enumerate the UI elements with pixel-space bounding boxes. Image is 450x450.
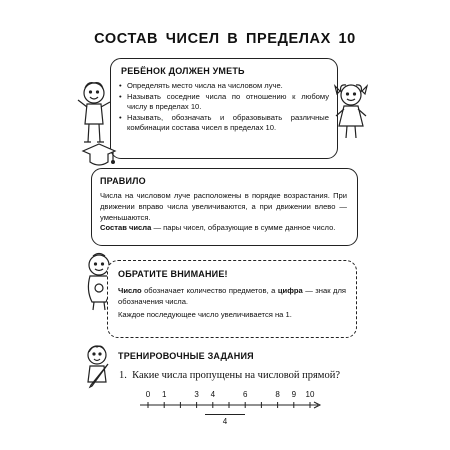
attention-text: обозначает количество предметов, а xyxy=(141,286,278,295)
number-line-label: 6 xyxy=(242,390,248,399)
rule-heading: ПРАВИЛО xyxy=(100,176,146,186)
task-number: 1. xyxy=(119,370,127,381)
attention-heading: ОБРАТИТЕ ВНИМАНИЕ! xyxy=(118,269,228,279)
skills-item: • Называть, обозначать и образовывать различные комбинации состава чисел в пределах 10. xyxy=(119,113,329,134)
skills-heading: РЕБЁНОК ДОЛЖЕН УМЕТЬ xyxy=(121,66,245,76)
skills-item: • Называть соседние числа по отношению к любому числу в пределах 10. xyxy=(119,92,329,113)
footer-divider xyxy=(205,414,245,415)
skills-item: • Определять место числа на числовом луче. xyxy=(119,81,329,92)
number-line-label: 0 xyxy=(145,390,151,399)
definition-text: — пары чисел, образующие в сумме данное число. xyxy=(151,223,336,232)
term-number: Число xyxy=(118,286,142,295)
number-line-label: 3 xyxy=(194,390,199,399)
number-line-label: 9 xyxy=(291,390,297,399)
number-line-label: 10 xyxy=(305,390,315,399)
term-digit: цифра xyxy=(277,286,303,295)
attention-text: — знак для обозначения числа. xyxy=(118,286,346,306)
term-number-composition: Состав числа xyxy=(100,223,152,232)
number-line-label: 4 xyxy=(210,390,216,399)
rule-paragraph: Числа на числовом луче расположены в порядке возрастания. При движении вправо числа увеличиваются, а при движении влево — уменьшаются. xyxy=(100,191,347,222)
exercises-heading: ТРЕНИРОВОЧНЫЕ ЗАДАНИЯ xyxy=(118,351,254,361)
task-text: Какие числа пропущены на числовой прямой? xyxy=(132,370,340,381)
page-title: СОСТАВ ЧИСЕЛ В ПРЕДЕЛАХ 10 xyxy=(94,31,356,47)
page-number: 4 xyxy=(222,417,228,426)
number-line-label: 8 xyxy=(275,390,280,399)
number-line-label: 1 xyxy=(161,390,167,399)
attention-note: Каждое последующее число увеличивается на 1. xyxy=(118,310,292,319)
